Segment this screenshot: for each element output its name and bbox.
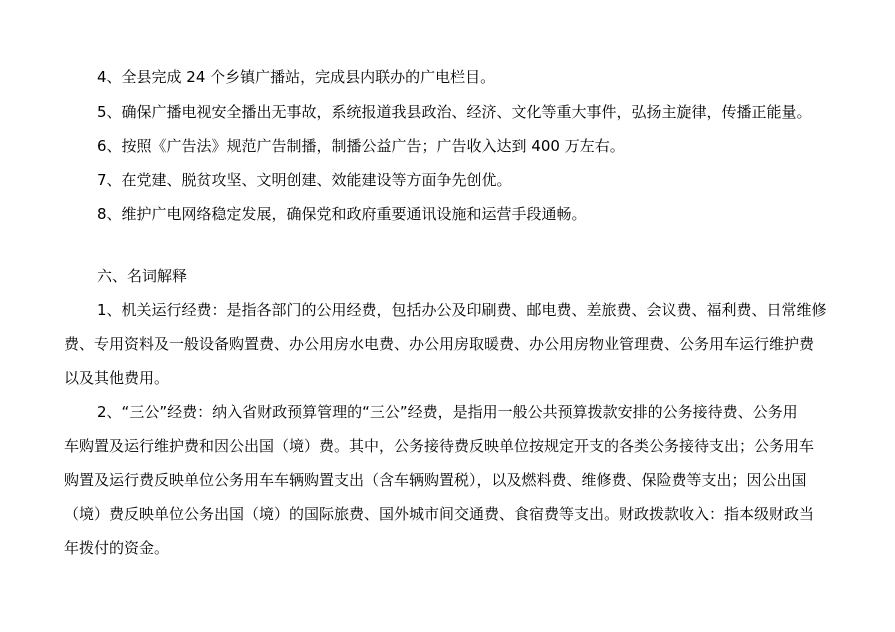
definition-text: 年拨付的资金。: [64, 539, 170, 557]
definition-text: 车购置及运行维护费和因公出国（境）费。其中，公务接待费反映单位按规定开支的各类公务接待支出；公务用车: [64, 437, 815, 455]
definition-text: 2、“三公”经费：纳入省财政预算管理的“三公”经费，是指用一般公共预算拨款安排的公务接待费、公务用: [97, 403, 798, 421]
definition-text: 购置及运行费反映单位公务用车车辆购置支出（含车辆购置税），以及燃料费、维修费、保险费等支出；因公出国: [64, 471, 807, 489]
definition-text: 1、机关运行经费：是指各部门的公用经费，包括办公及印刷费、邮电费、差旅费、会议费、福利费、日常维修: [97, 301, 827, 319]
list-item: 8、维护广电网络稳定发展，确保党和政府重要通讯设施和运营手段通畅。: [97, 205, 587, 223]
list-item: 4、全县完成 24 个乡镇广播站，完成县内联办的广电栏目。: [97, 68, 496, 86]
list-item: 6、按照《广告法》规范广告制播，制播公益广告；广告收入达到 400 万左右。: [97, 137, 625, 155]
section-heading: 六、名词解释: [97, 267, 188, 285]
definition-text: （境）费反映单位公务出国（境）的国际旅费、国外城市间交通费、食宿费等支出。财政拨款收入：指本级财政当: [64, 505, 815, 523]
list-item: 7、在党建、脱贫攻坚、文明创建、效能建设等方面争先创优。: [97, 171, 512, 189]
list-item: 5、确保广播电视安全播出无事故，系统报道我县政治、经济、文化等重大事件，弘扬主旋律，传播正能量。: [97, 103, 812, 121]
definition-text: 费、专用资料及一般设备购置费、办公用房水电费、办公用房取暖费、办公用房物业管理费、公务用车运行维护费: [64, 335, 815, 353]
definition-text: 以及其他费用。: [64, 369, 170, 387]
